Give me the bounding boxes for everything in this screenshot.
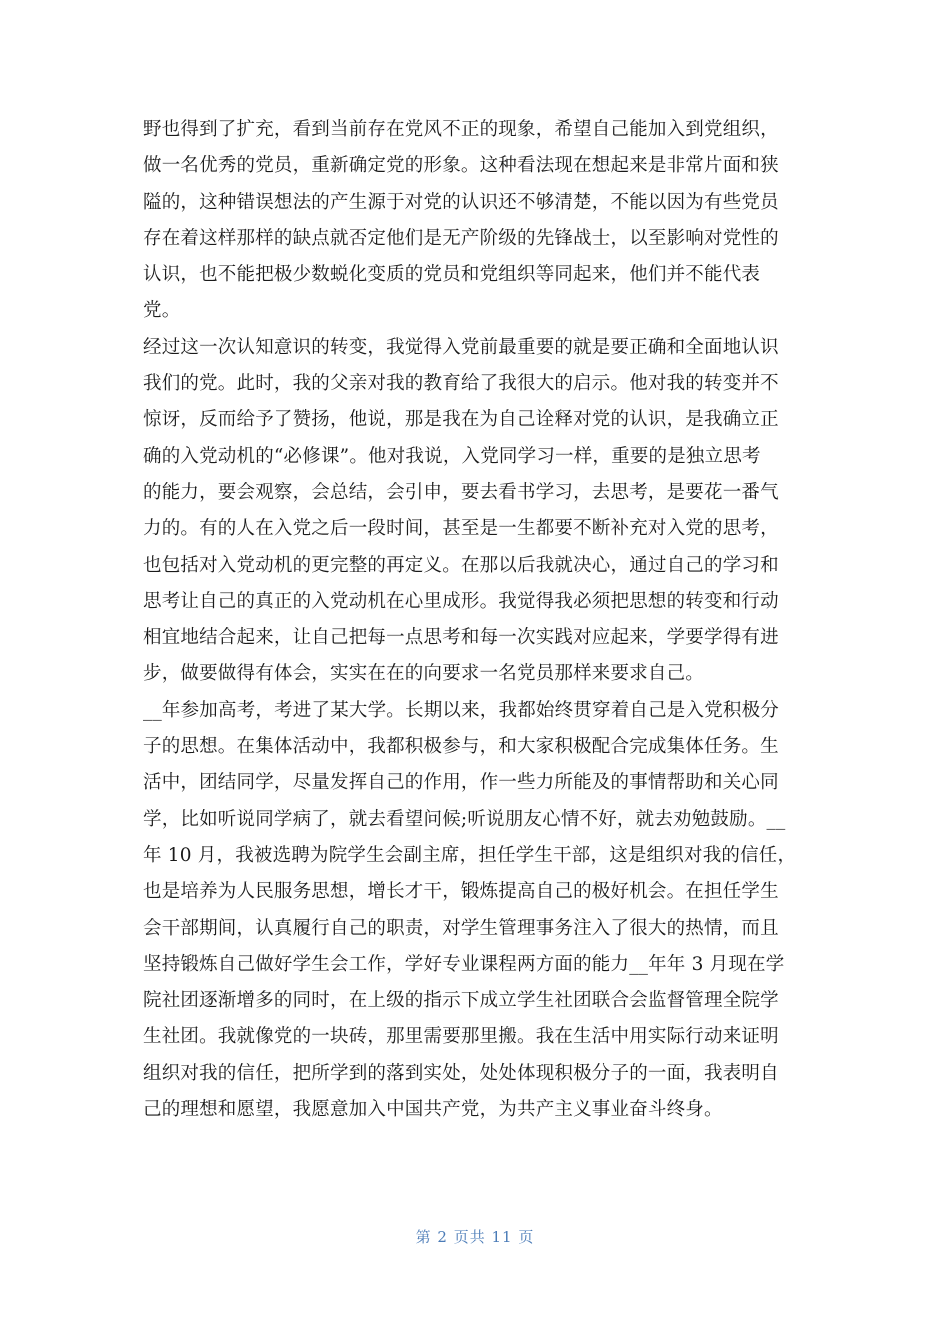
page-number-suffix: 页 bbox=[518, 1228, 535, 1246]
text-line: 年 10 月，我被选聘为院学生会副主席，担任学生干部，这是组织对我的信任， bbox=[143, 844, 797, 866]
text-line: 我们的党。此时，我的父亲对我的教育给了我很大的启示。他对我的转变并不 bbox=[143, 373, 779, 395]
text-line: 相宜地结合起来，让自己把每一点思考和每一次实践对应起来，学要学得有进 bbox=[143, 627, 779, 649]
text-line: 学，比如听说同学病了，就去看望问候;听说朋友心情不好，就去劝勉鼓励。__ bbox=[143, 808, 786, 830]
text-line: 惊讶，反而给予了赞扬，他说，那是我在为自己诠释对党的认识，是我确立正 bbox=[143, 409, 779, 431]
page-number-prefix: 第 bbox=[415, 1228, 432, 1246]
text-line: 力的。有的人在入党之后一段时间，甚至是一生都要不断补充对入党的思考， bbox=[143, 518, 779, 540]
text-line: 党。 bbox=[143, 300, 181, 322]
text-line: 野也得到了扩充，看到当前存在党风不正的现象，希望自己能加入到党组织， bbox=[143, 119, 779, 140]
text-line: 也是培养为人民服务思想，增长才干，锻炼提高自己的极好机会。在担任学生 bbox=[143, 881, 779, 903]
text-line: 做一名优秀的党员，重新确定党的形象。这种看法现在想起来是非常片面和狭 bbox=[143, 155, 779, 177]
current-page-number: 2 bbox=[437, 1228, 448, 1246]
text-line: 院社团逐渐增多的同时，在上级的指示下成立学生社团联合会监督管理全院学 bbox=[143, 990, 779, 1012]
text-line: 存在着这样那样的缺点就否定他们是无产阶级的先锋战士，以至影响对党性的 bbox=[143, 227, 779, 249]
page-number-middle: 页共 bbox=[453, 1228, 486, 1246]
page-footer bbox=[0, 1226, 950, 1247]
text-line: 子的思想。在集体活动中，我都积极参与，和大家积极配合完成集体任务。生 bbox=[143, 736, 779, 758]
text-line: 会干部期间，认真履行自己的职责，对学生管理事务注入了很大的热情，而且 bbox=[143, 917, 779, 939]
text-line: 隘的，这种错误想法的产生源于对党的认识还不够清楚，不能以因为有些党员 bbox=[143, 191, 779, 213]
text-line: 步，做要做得有体会，实实在在的向要求一名党员那样来要求自己。 bbox=[143, 663, 705, 685]
text-line: 生社团。我就像党的一块砖，那里需要那里搬。我在生活中用实际行动来证明 bbox=[143, 1026, 779, 1048]
document-body bbox=[143, 112, 807, 1128]
text-line: __年参加高考，考进了某大学。长期以来，我都始终贯穿着自己是入党积极分 bbox=[143, 699, 780, 721]
text-line: 思考让自己的真正的入党动机在心里成形。我觉得我必须把思想的转变和行动 bbox=[143, 590, 779, 612]
text-line: 经过这一次认知意识的转变，我觉得入党前最重要的就是要正确和全面地认识 bbox=[143, 336, 779, 358]
text-line: 坚持锻炼自己做好学生会工作，学好专业课程两方面的能力__年年 3 月现在学 bbox=[143, 953, 785, 975]
total-pages-number: 11 bbox=[491, 1228, 513, 1246]
text-line: 确的入党动机的“必修课”。他对我说，入党同学习一样，重要的是独立思考 bbox=[143, 445, 761, 467]
text-line: 的能力，要会观察，会总结，会引申，要去看书学习，去思考，是要花一番气 bbox=[143, 481, 779, 503]
text-line: 认识，也不能把极少数蜕化变质的党员和党组织等同起来，他们并不能代表 bbox=[143, 264, 761, 286]
text-line: 也包括对入党动机的更完整的再定义。在那以后我就决心，通过自己的学习和 bbox=[143, 554, 779, 576]
text-line: 组织对我的信任，把所学到的落到实处，处处体现积极分子的一面，我表明自 bbox=[143, 1062, 779, 1084]
text-line: 活中，团结同学，尽量发挥自己的作用，作一些力所能及的事情帮助和关心同 bbox=[143, 772, 779, 794]
text-line: 己的理想和愿望，我愿意加入中国共产党，为共产主义事业奋斗终身。 bbox=[143, 1099, 723, 1121]
